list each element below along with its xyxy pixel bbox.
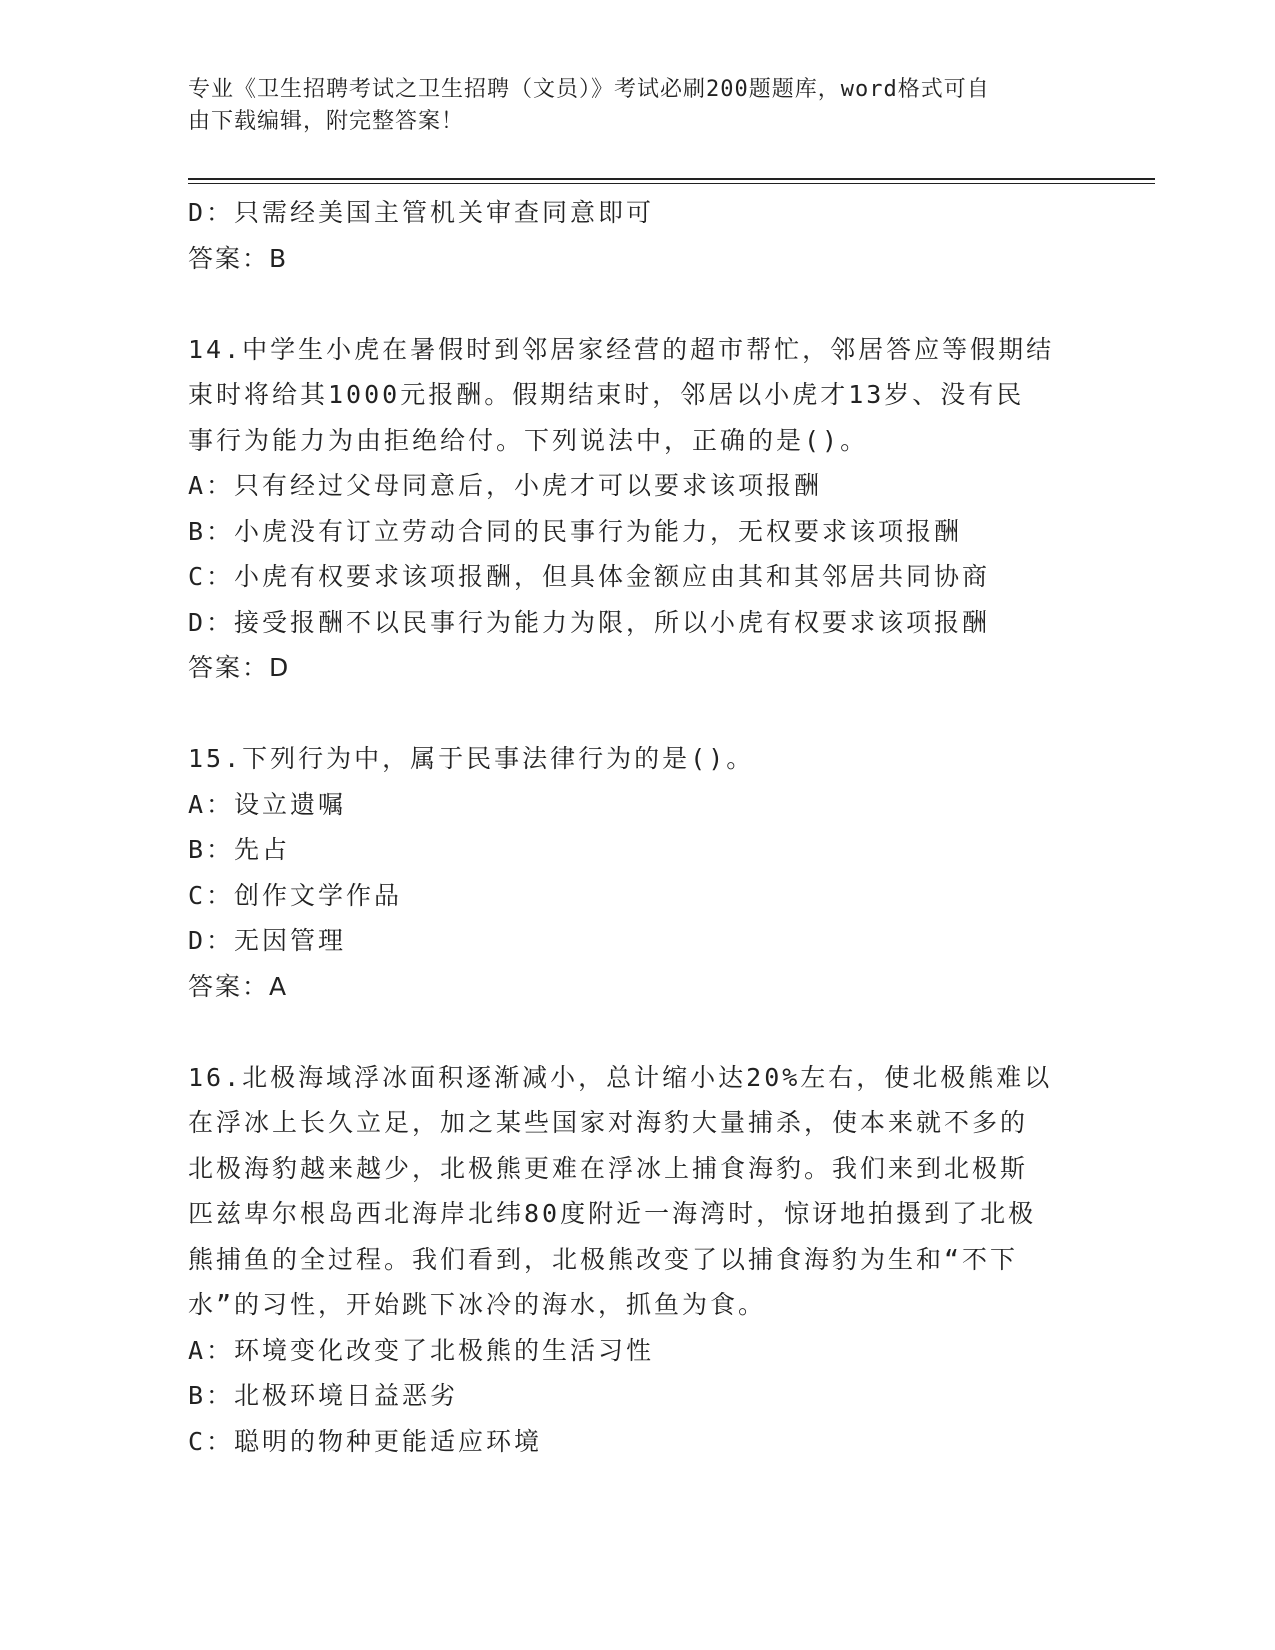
header-rule-thick [188,178,1155,180]
question-text-line: 束时将给其1000元报酬。假期结束时，邻居以小虎才13岁、没有民 [188,380,1025,409]
spacer [188,281,1088,327]
option-b: B：小虎没有订立劳动合同的民事行为能力，无权要求该项报酬 [188,516,963,546]
header-line-1: 专业《卫生招聘考试之卫生招聘（文员）》考试必刷200题题库，word格式可自 [188,77,990,102]
header-rule-thin [188,183,1155,184]
question-text-line: 在浮冰上长久立足，加之某些国家对海豹大量捕杀，使本来就不多的 [188,1108,1029,1137]
option-d: D：接受报酬不以民事行为能力为限，所以小虎有权要求该项报酬 [188,607,991,637]
option-c: C：创作文学作品 [188,880,403,910]
option-c: C：小虎有权要求该项报酬，但具体金额应由其和其邻居共同协商 [188,562,991,591]
question-text-line: 北极海豹越来越少，北极熊更难在浮冰上捕食海豹。我们来到北极斯 [188,1153,1029,1183]
question-14 [188,327,1088,691]
question-16 [188,1055,1088,1465]
option-c: C：聪明的物种更能适应环境 [188,1426,543,1456]
answer-line: 答案：A [188,971,289,1001]
question-content [188,190,1088,1464]
header-line-2: 由下载编辑，附完整答案！ [188,109,465,134]
question-text-line: 15.下列行为中，属于民事法律行为的是()。 [188,744,755,773]
question-text-line: 事行为能力为由拒绝给付。下列说法中，正确的是()。 [188,425,869,455]
option-a: A：设立遗嘱 [188,789,347,819]
option-b: B：先占 [188,835,291,864]
option-d: D：无因管理 [188,926,347,955]
spacer [188,691,1088,737]
question-text-line: 熊捕鱼的全过程。我们看到，北极熊改变了以捕食海豹为生和“不下 [188,1244,1019,1274]
previous-question-tail [188,190,1088,281]
question-text-line: 16.北极海域浮冰面积逐渐减小，总计缩小达20%左右，使北极熊难以 [188,1062,1053,1092]
answer-line: 答案：B [188,243,289,273]
answer-line: 答案：D [188,653,291,682]
option-a: A：只有经过父母同意后，小虎才可以要求该项报酬 [188,471,823,500]
question-text-line: 14.中学生小虎在暑假时到邻居家经营的超市帮忙，邻居答应等假期结 [188,334,1055,364]
option-a: A：环境变化改变了北极熊的生活习性 [188,1335,655,1365]
option-b: B：北极环境日益恶劣 [188,1381,459,1410]
question-text-line: 匹兹卑尔根岛西北海岸北纬80度附近一海湾时，惊讶地拍摄到了北极 [188,1199,1037,1228]
option-d: D：只需经美国主管机关审查同意即可 [188,198,655,227]
question-text-line: 水”的习性，开始跳下冰冷的海水，抓鱼为食。 [188,1290,767,1319]
question-15 [188,736,1088,1009]
spacer [188,1009,1088,1055]
page-header [188,74,1078,138]
